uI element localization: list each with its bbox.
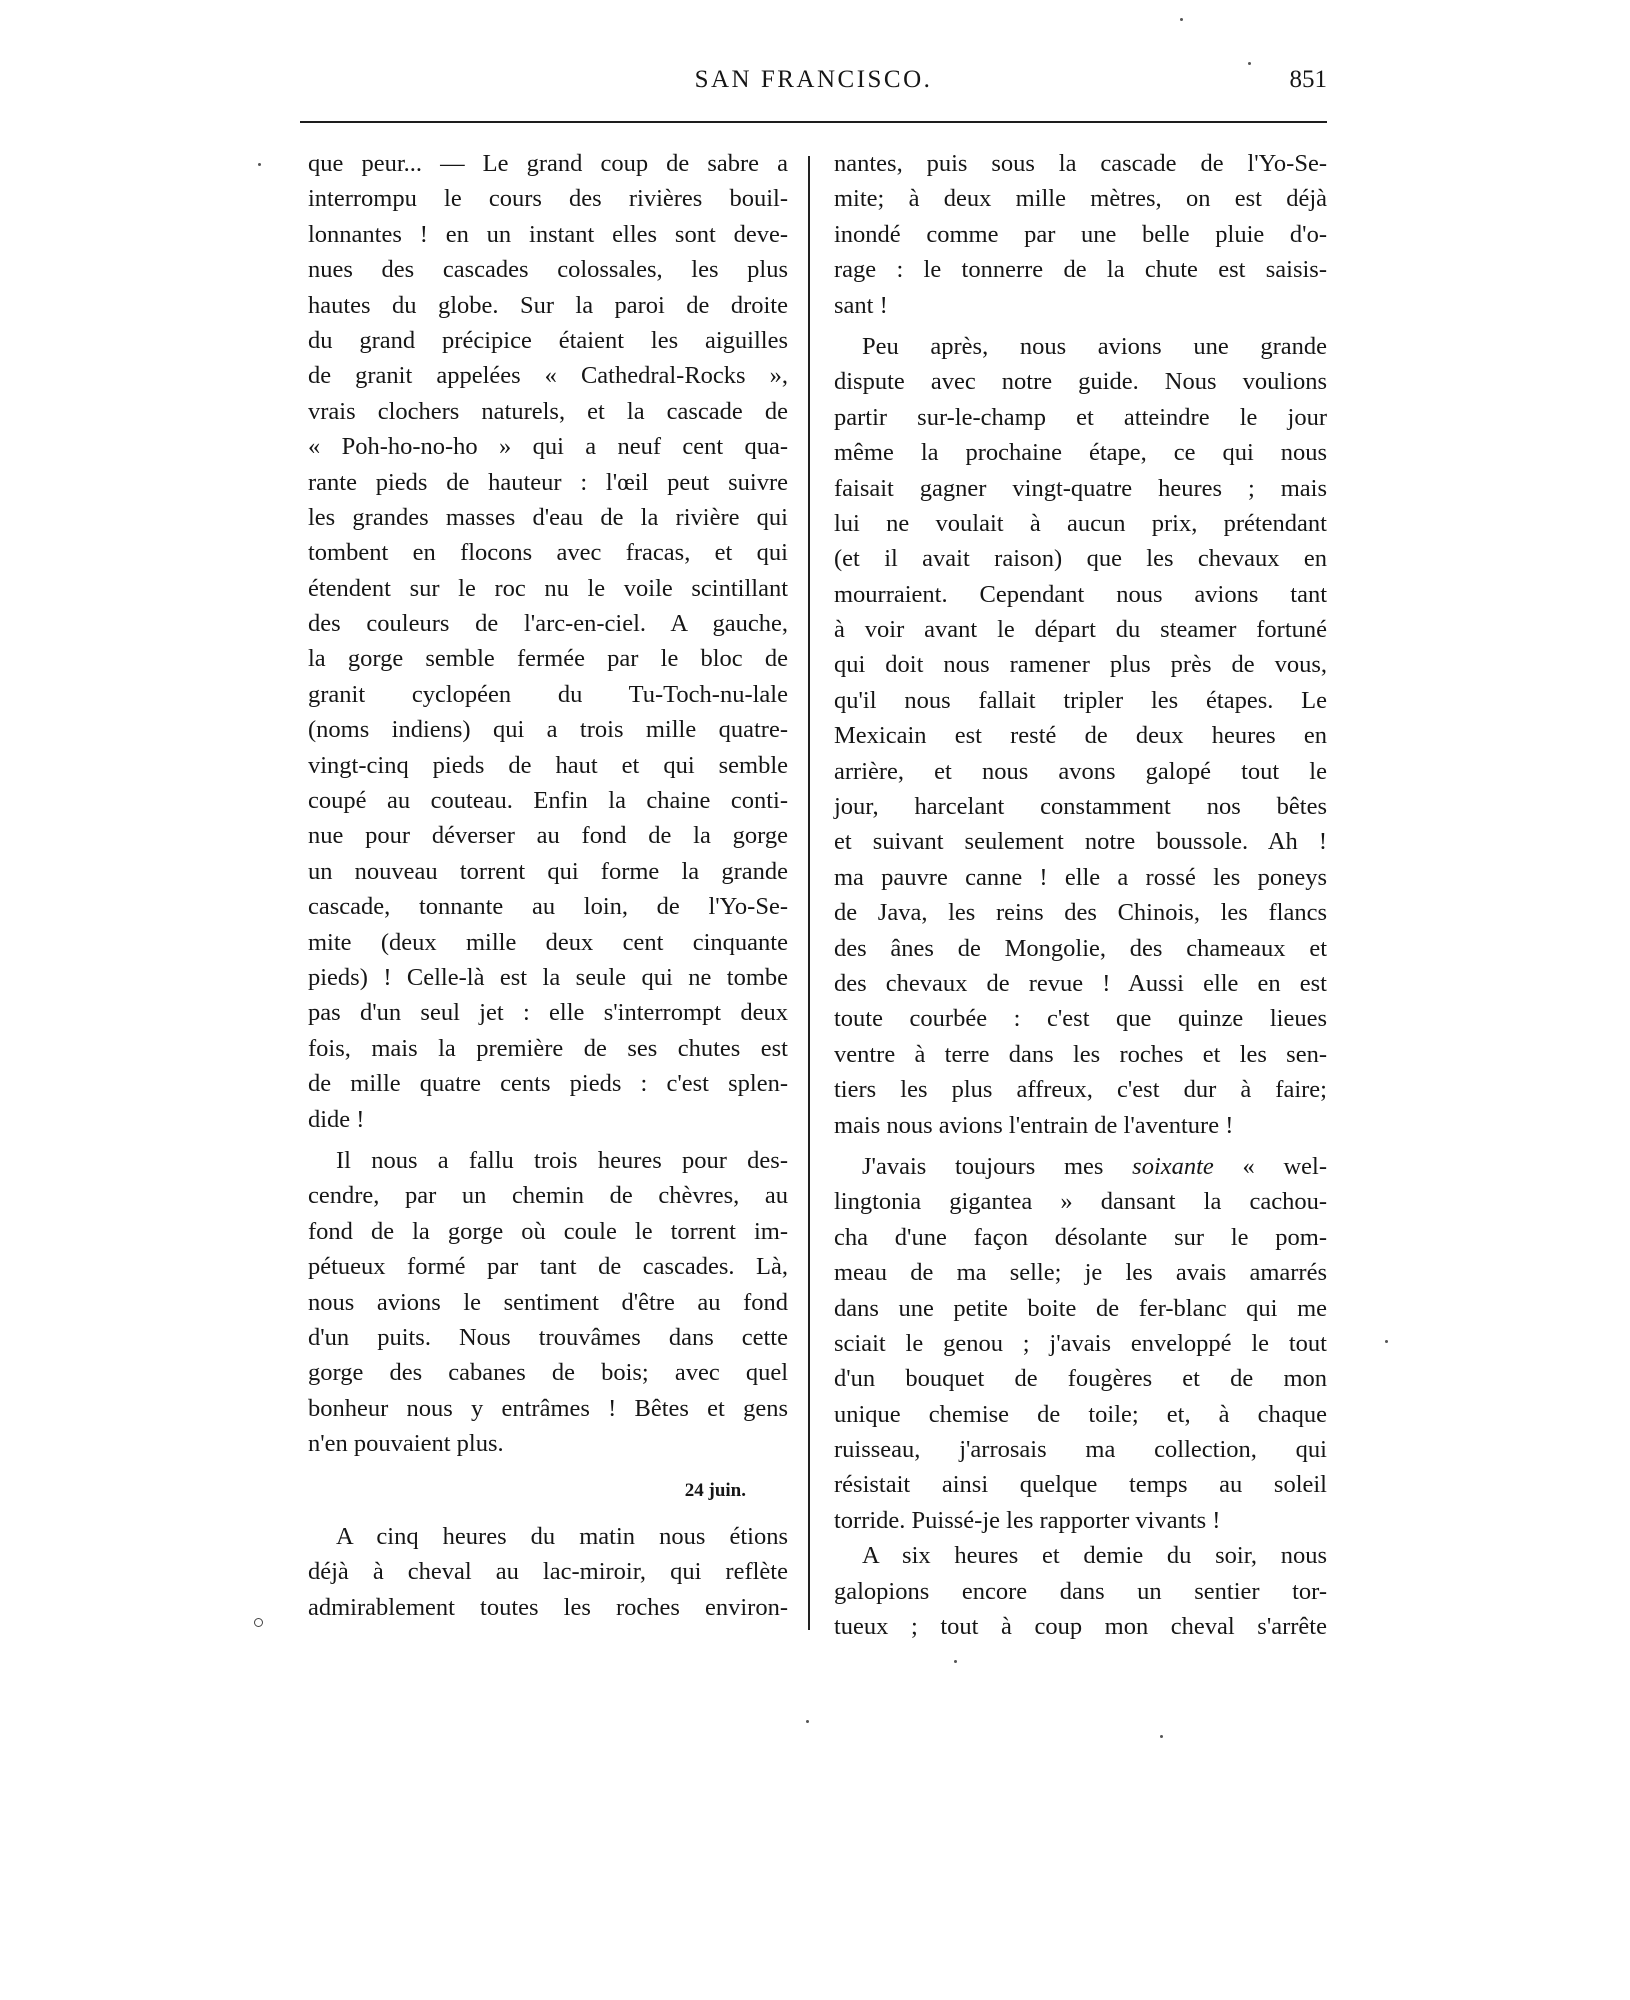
- scan-speck: [1248, 62, 1251, 65]
- text-line: interrompu le cours des rivières bouil-: [308, 185, 788, 213]
- text-line: résistait ainsi quelque temps au soleil: [834, 1471, 1327, 1499]
- paragraph: [834, 146, 1327, 323]
- scan-speck: [806, 1720, 809, 1723]
- text-line: de mille quatre cents pieds : c'est splen-: [308, 1070, 788, 1098]
- text-line: fois, mais la première de ses chutes est: [308, 1034, 788, 1062]
- dateline: 24 juin.: [684, 1480, 746, 1502]
- paragraph: [834, 1149, 1327, 1538]
- text-line: tiers les plus affreux, c'est dur à faire;: [834, 1076, 1327, 1104]
- text-line: dans une petite boite de fer-blanc qui me: [834, 1294, 1327, 1322]
- running-head: [300, 66, 1327, 106]
- text-line: à voir avant le départ du steamer fortuné: [834, 616, 1327, 644]
- text-line: la gorge semble fermée par le bloc de: [308, 645, 788, 673]
- paragraph: [834, 329, 1327, 1143]
- text-line: unique chemise de toile; et, à chaque: [834, 1400, 1327, 1428]
- text-line: mite; à deux mille mètres, on est déjà: [834, 185, 1327, 213]
- text-line: lui ne voulait à aucun prix, prétendant: [834, 509, 1327, 537]
- text-line: (noms indiens) qui a trois mille quatre-: [308, 716, 788, 744]
- text-line: nues des cascades colossales, les plus: [308, 256, 788, 284]
- text-line: tueux ; tout à coup mon cheval s'arrête: [834, 1613, 1327, 1641]
- text-line: cendre, par un chemin de chèvres, au: [308, 1182, 788, 1210]
- text-line: Il nous a fallu trois heures pour des-: [336, 1146, 788, 1174]
- text-line: un nouveau torrent qui forme la grande: [308, 857, 788, 885]
- text-line: « Poh-ho-no-ho » qui a neuf cent qua-: [308, 433, 788, 461]
- paragraph: [308, 1519, 788, 1625]
- text-line: pétueux formé par tant de cascades. Là,: [308, 1253, 788, 1281]
- text-line: torride. Puissé-je les rapporter vivants !: [834, 1506, 1221, 1534]
- scan-speck: [1160, 1735, 1163, 1738]
- text-line: mais nous avions l'entrain de l'aventure !: [834, 1111, 1234, 1139]
- text-line: toute courbée : c'est que quinze lieues: [834, 1005, 1327, 1033]
- text-line: nous avions le sentiment d'être au fond: [308, 1288, 788, 1316]
- text-line: vrais clochers naturels, et la cascade de: [308, 397, 788, 425]
- text-line: inondé comme par une belle pluie d'o-: [834, 220, 1327, 248]
- text-line: mourraient. Cependant nous avions tant: [834, 580, 1327, 608]
- text-line: sciait le genou ; j'avais enveloppé le tout: [834, 1329, 1327, 1357]
- text-line: et suivant seulement notre boussole. Ah !: [834, 828, 1327, 856]
- text-line: hautes du globe. Sur la paroi de droite: [308, 291, 788, 319]
- text-line: qu'il nous fallait tripler les étapes. Le: [834, 686, 1327, 714]
- paragraph: [308, 146, 788, 1137]
- text-line: étendent sur le roc nu le voile scintillant: [308, 574, 788, 602]
- scan-speck: [258, 163, 261, 166]
- text-line: rage : le tonnerre de la chute est saisis-: [834, 256, 1327, 284]
- text-line: n'en pouvaient plus.: [308, 1430, 504, 1458]
- text-line: Peu après, nous avions une grande: [862, 332, 1327, 360]
- text-line: pieds) ! Celle-là est la seule qui ne tombe: [308, 963, 788, 991]
- italic-text-run: soixante: [1132, 1152, 1214, 1180]
- text-line: ventre à terre dans les roches et les sen-: [834, 1040, 1327, 1068]
- header-rule: [300, 121, 1327, 123]
- text-line: des couleurs de l'arc-en-ciel. A gauche,: [308, 610, 788, 638]
- text-line: qui doit nous ramener plus près de vous,: [834, 651, 1327, 679]
- text-line: rante pieds de hauteur : l'œil peut suivre: [308, 468, 788, 496]
- text-line: admirablement toutes les roches environ-: [308, 1593, 788, 1621]
- text-line: tombent en flocons avec fracas, et qui: [308, 539, 788, 567]
- text-line: des chevaux de revue ! Aussi elle en est: [834, 969, 1327, 997]
- text-line: fond de la gorge où coule le torrent im-: [308, 1217, 788, 1245]
- text-line: ruisseau, j'arrosais ma collection, qui: [834, 1436, 1327, 1464]
- text-line: A cinq heures du matin nous étions: [336, 1522, 788, 1550]
- text-line: de Java, les reins des Chinois, les flancs: [834, 899, 1327, 927]
- text-line: lingtonia gigantea » dansant la cachou-: [834, 1188, 1327, 1216]
- right-column: [834, 146, 1327, 1644]
- text-line: A six heures et demie du soir, nous: [862, 1542, 1327, 1570]
- text-line: meau de ma selle; je les avais amarrés: [834, 1259, 1327, 1287]
- paragraph: [834, 1538, 1327, 1644]
- scan-speck: [1180, 18, 1183, 21]
- text-line: d'un bouquet de fougères et de mon: [834, 1365, 1327, 1393]
- running-title: SAN FRANCISCO.: [694, 66, 933, 93]
- text-line: Mexicain est resté de deux heures en: [834, 722, 1327, 750]
- text-line: (et il avait raison) que les chevaux en: [834, 545, 1327, 573]
- paragraph: [308, 1143, 788, 1462]
- text-line: lonnantes ! en un instant elles sont deve-: [308, 220, 788, 248]
- text-line: ma pauvre canne ! elle a rossé les poneys: [834, 863, 1327, 891]
- scan-ring-mark: [254, 1618, 263, 1627]
- text-line: jour, harcelant constamment nos bêtes: [834, 793, 1327, 821]
- text-line: arrière, et nous avons galopé tout le: [834, 757, 1327, 785]
- text-line: faisait gagner vingt-quatre heures ; mais: [834, 474, 1327, 502]
- text-line: des ânes de Mongolie, des chameaux et: [834, 934, 1327, 962]
- scan-speck: [954, 1660, 957, 1663]
- page-number: 851: [1289, 66, 1327, 93]
- text-line: pas d'un seul jet : elle s'interrompt deux: [308, 999, 788, 1027]
- text-line: granit cyclopéen du Tu-Toch-nu-lale: [308, 680, 788, 708]
- text-line: [834, 1149, 1327, 1184]
- text-line: nue pour déverser au fond de la gorge: [308, 822, 788, 850]
- text-line: gorge des cabanes de bois; avec quel: [308, 1359, 788, 1387]
- column-divider: [808, 156, 810, 1630]
- text-line: cha d'une façon désolante sur le pom-: [834, 1223, 1327, 1251]
- text-line: dispute avec notre guide. Nous voulions: [834, 368, 1327, 396]
- text-line: sant !: [834, 291, 888, 319]
- text-line: d'un puits. Nous trouvâmes dans cette: [308, 1323, 788, 1351]
- text-line: mite (deux mille deux cent cinquante: [308, 928, 788, 956]
- text-line: même la prochaine étape, ce qui nous: [834, 439, 1327, 467]
- scan-speck: [1385, 1340, 1388, 1343]
- text-run: J'avais toujours mes: [862, 1152, 1133, 1180]
- text-line: du grand précipice étaient les aiguilles: [308, 326, 788, 354]
- text-line: que peur... — Le grand coup de sabre a: [308, 150, 788, 177]
- text-line: vingt-cinq pieds de haut et qui semble: [308, 751, 788, 779]
- text-line: dide !: [308, 1105, 365, 1133]
- text-line: cascade, tonnante au loin, de l'Yo-Se-: [308, 893, 788, 921]
- text-line: déjà à cheval au lac-miroir, qui reflète: [308, 1558, 788, 1586]
- text-line: partir sur-le-champ et atteindre le jour: [834, 403, 1327, 431]
- text-line: bonheur nous y entrâmes ! Bêtes et gens: [308, 1394, 788, 1422]
- text-run: « wel-: [1213, 1152, 1327, 1180]
- text-line: de granit appelées « Cathedral-Rocks »,: [308, 362, 788, 390]
- text-line: nantes, puis sous la cascade de l'Yo-Se-: [834, 150, 1327, 177]
- text-line: galopions encore dans un sentier tor-: [834, 1577, 1327, 1605]
- text-line: les grandes masses d'eau de la rivière qui: [308, 503, 788, 531]
- left-column: [308, 146, 788, 1625]
- text-line: coupé au couteau. Enfin la chaine conti-: [308, 787, 788, 815]
